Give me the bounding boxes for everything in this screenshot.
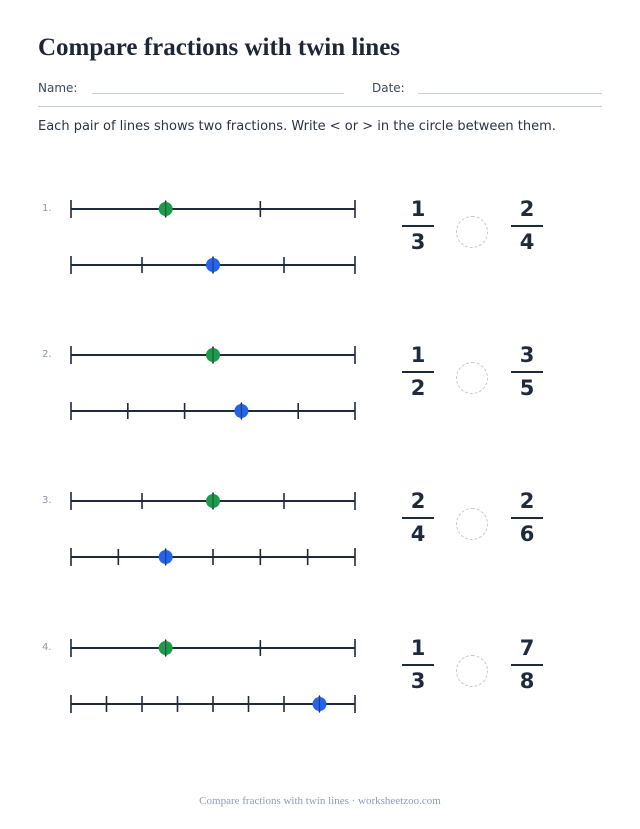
numerator: 2 bbox=[519, 197, 535, 221]
denominator: 2 bbox=[410, 376, 426, 400]
problem-number: 2. bbox=[42, 349, 52, 360]
fraction-bar bbox=[402, 664, 434, 666]
footer: Compare fractions with twin lines · worksheetzoo.com bbox=[199, 795, 441, 807]
denominator: 3 bbox=[410, 230, 426, 254]
fraction-left bbox=[403, 636, 433, 693]
fraction-left bbox=[403, 489, 433, 546]
denominator: 6 bbox=[519, 522, 535, 546]
problem-number: 4. bbox=[42, 642, 52, 653]
fraction-bar bbox=[511, 517, 543, 519]
answer-circle[interactable] bbox=[456, 508, 488, 540]
name-label: Name: bbox=[38, 81, 78, 95]
denominator: 4 bbox=[519, 230, 535, 254]
answer-circle[interactable] bbox=[456, 216, 488, 248]
denominator: 4 bbox=[410, 522, 426, 546]
answer-circle[interactable] bbox=[456, 362, 488, 394]
numerator: 1 bbox=[410, 197, 426, 221]
numerator: 3 bbox=[519, 343, 535, 367]
numerator: 2 bbox=[519, 489, 535, 513]
fraction-bar bbox=[511, 225, 543, 227]
page-title: Compare fractions with twin lines bbox=[38, 34, 401, 61]
fraction-right bbox=[512, 489, 542, 546]
numerator: 1 bbox=[410, 343, 426, 367]
answer-circle[interactable] bbox=[456, 655, 488, 687]
denominator: 3 bbox=[410, 669, 426, 693]
fraction-left bbox=[403, 343, 433, 400]
denominator: 5 bbox=[519, 376, 535, 400]
date-label: Date: bbox=[372, 81, 405, 95]
fraction-right bbox=[512, 636, 542, 693]
numerator: 2 bbox=[410, 489, 426, 513]
numerator: 1 bbox=[410, 636, 426, 660]
fraction-bar bbox=[402, 225, 434, 227]
fraction-right bbox=[512, 197, 542, 254]
denominator: 8 bbox=[519, 669, 535, 693]
fraction-bar bbox=[511, 664, 543, 666]
fraction-right bbox=[512, 343, 542, 400]
numerator: 7 bbox=[519, 636, 535, 660]
problem-number: 1. bbox=[42, 203, 52, 214]
fraction-bar bbox=[511, 371, 543, 373]
fraction-bar bbox=[402, 517, 434, 519]
problem-number: 3. bbox=[42, 495, 52, 506]
fraction-left bbox=[403, 197, 433, 254]
instructions: Each pair of lines shows two fractions. Write < or > in the circle between them. bbox=[38, 119, 556, 134]
fraction-bar bbox=[402, 371, 434, 373]
